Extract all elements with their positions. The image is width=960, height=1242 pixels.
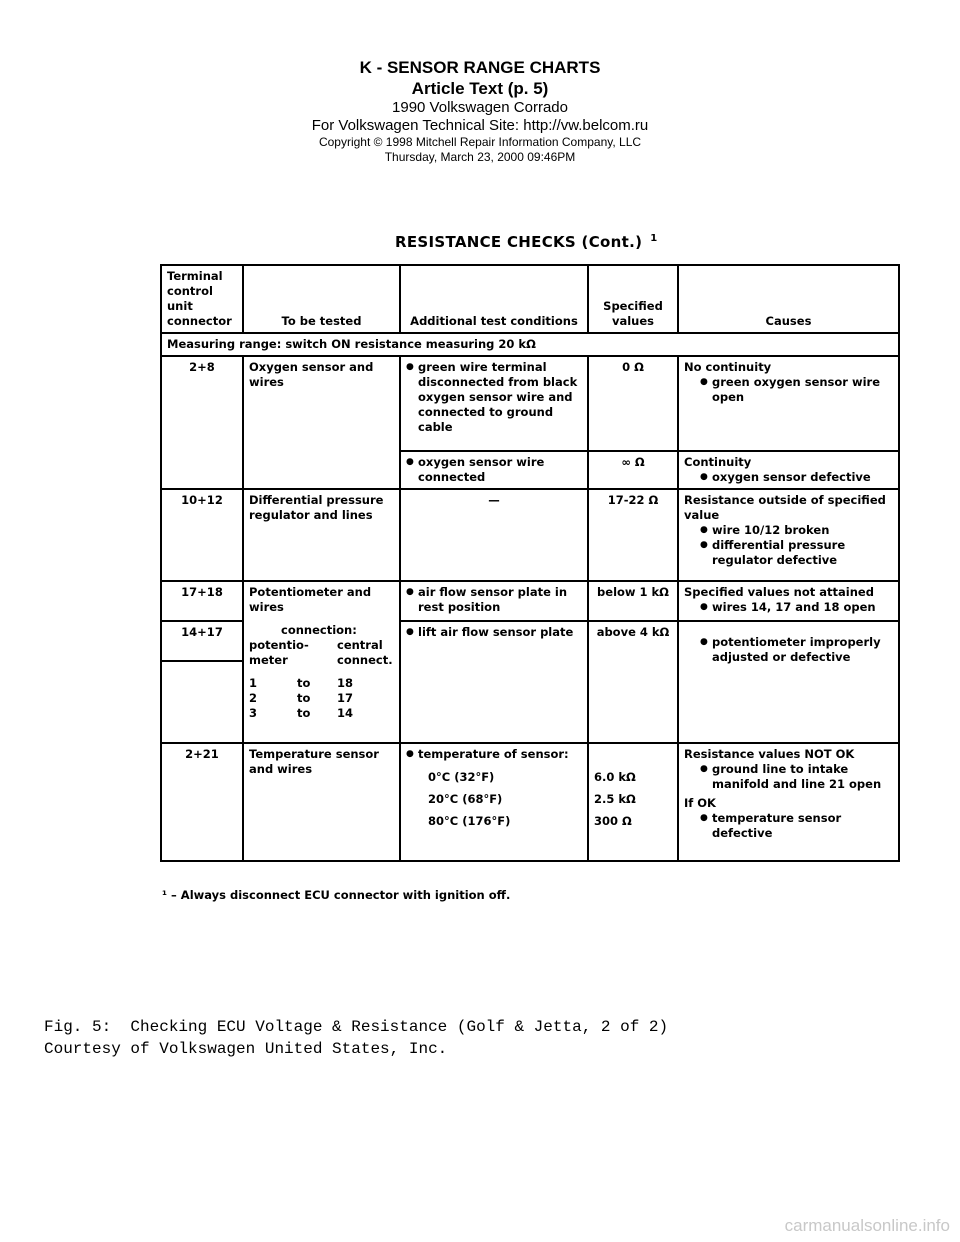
cause-item: ● potentiometer improperly adjusted or defective	[700, 635, 893, 665]
figure-caption	[44, 1016, 668, 1060]
tested-potentiometer	[243, 581, 400, 743]
terminal-10-12: 10+12	[161, 489, 243, 581]
cause-item: ● green oxygen sensor wire open	[700, 375, 893, 405]
spec-value: above 4 kΩ	[588, 621, 678, 743]
conn-pin: 18	[337, 676, 354, 690]
figure-title-text: RESISTANCE CHECKS (Cont.)	[395, 233, 643, 251]
spec-value: 2.5 kΩ	[594, 792, 636, 806]
footnote-mark: 1	[650, 233, 658, 244]
terminal-14-17: 14+17	[161, 621, 243, 661]
spec-value: 17-22 Ω	[588, 489, 678, 581]
conn-header: connect.	[337, 653, 393, 667]
header-specified-values: Specified values	[588, 265, 678, 333]
condition-cell	[400, 743, 588, 861]
condition-item: ● air flow sensor plate in rest position	[406, 585, 582, 615]
measuring-range-cell: Measuring range: switch ON resistance measuring 20 kΩ	[161, 333, 899, 356]
condition-cell	[400, 356, 588, 451]
resistance-checks-table	[160, 264, 900, 862]
table-footnote: ¹ – Always disconnect ECU connector with ignition off.	[162, 888, 511, 902]
temp-value: 20°C (68°F)	[428, 792, 503, 806]
vehicle-line: 1990 Volkswagen Corrado	[392, 99, 568, 116]
table-row	[161, 581, 899, 621]
cause-item: ● differential pressure regulator defective	[700, 538, 893, 568]
conn-to: to	[297, 691, 311, 705]
header-terminal: Terminal control unit connector	[161, 265, 243, 333]
spec-value: 300 Ω	[594, 814, 632, 828]
site-line: For Volkswagen Technical Site: http://vw.belcom.ru	[311, 117, 649, 134]
terminal-2-21: 2+21	[161, 743, 243, 861]
conn-pin: 17	[337, 691, 354, 705]
condition-item: ● oxygen sensor wire connected	[406, 455, 582, 485]
header-additional-conditions: Additional test conditions	[400, 265, 588, 333]
conn-to: to	[297, 676, 311, 690]
spec-value: 6.0 kΩ	[594, 770, 636, 784]
condition-item: ● lift air flow sensor plate	[406, 625, 582, 640]
cause-item: ● wires 14, 17 and 18 open	[700, 600, 893, 615]
condition-cell	[400, 621, 588, 743]
caption-line: Courtesy of Volkswagen United States, Inc.	[44, 1040, 448, 1058]
tested-potentiometer-label: Potentiometer and wires	[249, 585, 372, 614]
tested-temperature-sensor: Temperature sensor and wires	[243, 743, 400, 861]
table-row	[161, 743, 899, 861]
terminal-17-18: 17+18	[161, 581, 243, 621]
cause-cell	[678, 356, 899, 451]
cause-cell	[678, 743, 899, 861]
condition-cell	[400, 451, 588, 489]
temp-value: 0°C (32°F)	[428, 770, 495, 784]
spec-cell	[588, 743, 678, 861]
conn-header: potentio-	[249, 638, 309, 652]
conn-pin: 3	[249, 706, 258, 720]
table-row	[161, 356, 899, 451]
header-causes: Causes	[678, 265, 899, 333]
cause-title: No continuity	[684, 360, 772, 374]
cause-title: Resistance values NOT OK	[684, 747, 855, 761]
conn-pin: 2	[249, 691, 258, 705]
condition-cell	[400, 581, 588, 621]
spec-value: 0 Ω	[588, 356, 678, 451]
watermark: carmanualsonline.info	[784, 1216, 950, 1235]
caption-line: Fig. 5: Checking ECU Voltage & Resistance (Golf & Jetta, 2 of 2)	[44, 1018, 669, 1036]
copyright-line: Copyright © 1998 Mitchell Repair Information Company, LLC	[318, 135, 642, 149]
table-row	[161, 489, 899, 581]
spec-value: ∞ Ω	[588, 451, 678, 489]
table-header-row	[161, 265, 899, 333]
article-title: K - SENSOR RANGE CHARTS	[359, 58, 601, 77]
cause-title: Continuity	[684, 455, 752, 469]
spec-value: below 1 kΩ	[588, 581, 678, 621]
condition-dash: —	[400, 489, 588, 581]
tested-pressure-regulator: Differential pressure regulator and lines	[243, 489, 400, 581]
resistance-table-wrapper	[160, 264, 900, 862]
cause-cell	[678, 581, 899, 621]
cause-item: ● wire 10/12 broken	[700, 523, 893, 538]
conn-header: central	[337, 638, 383, 652]
article-subtitle: Article Text (p. 5)	[411, 79, 549, 98]
conn-pin: 1	[249, 676, 258, 690]
cause-item: ● ground line to intake manifold and line 21 open	[700, 762, 893, 792]
measuring-range-row	[161, 333, 899, 356]
document-header	[0, 57, 960, 165]
cause-cell	[678, 621, 899, 743]
cause-title: Resistance outside of specified value	[684, 493, 886, 522]
cause-cell	[678, 451, 899, 489]
temp-value: 80°C (176°F)	[428, 814, 511, 828]
conn-to: to	[297, 706, 311, 720]
terminal-empty	[161, 661, 243, 743]
cause-item: ● temperature sensor defective	[700, 811, 893, 841]
date-line: Thursday, March 23, 2000 09:46PM	[384, 150, 576, 164]
figure-title	[395, 233, 658, 251]
condition-item: ● green wire terminal disconnected from black oxygen sensor wire and connected to ground cable	[406, 360, 582, 435]
cause-item: ● oxygen sensor defective	[700, 470, 893, 485]
cause-title: Specified values not attained	[684, 585, 874, 599]
conn-pin: 14	[337, 706, 354, 720]
connection-label: connection:	[281, 623, 357, 637]
tested-oxygen-sensor: Oxygen sensor and wires	[243, 356, 400, 489]
terminal-2-8: 2+8	[161, 356, 243, 489]
condition-item: ● temperature of sensor:	[406, 747, 582, 762]
cause-cell	[678, 489, 899, 581]
cause-if-ok: If OK	[684, 796, 716, 810]
header-to-be-tested: To be tested	[243, 265, 400, 333]
conn-header: meter	[249, 653, 288, 667]
